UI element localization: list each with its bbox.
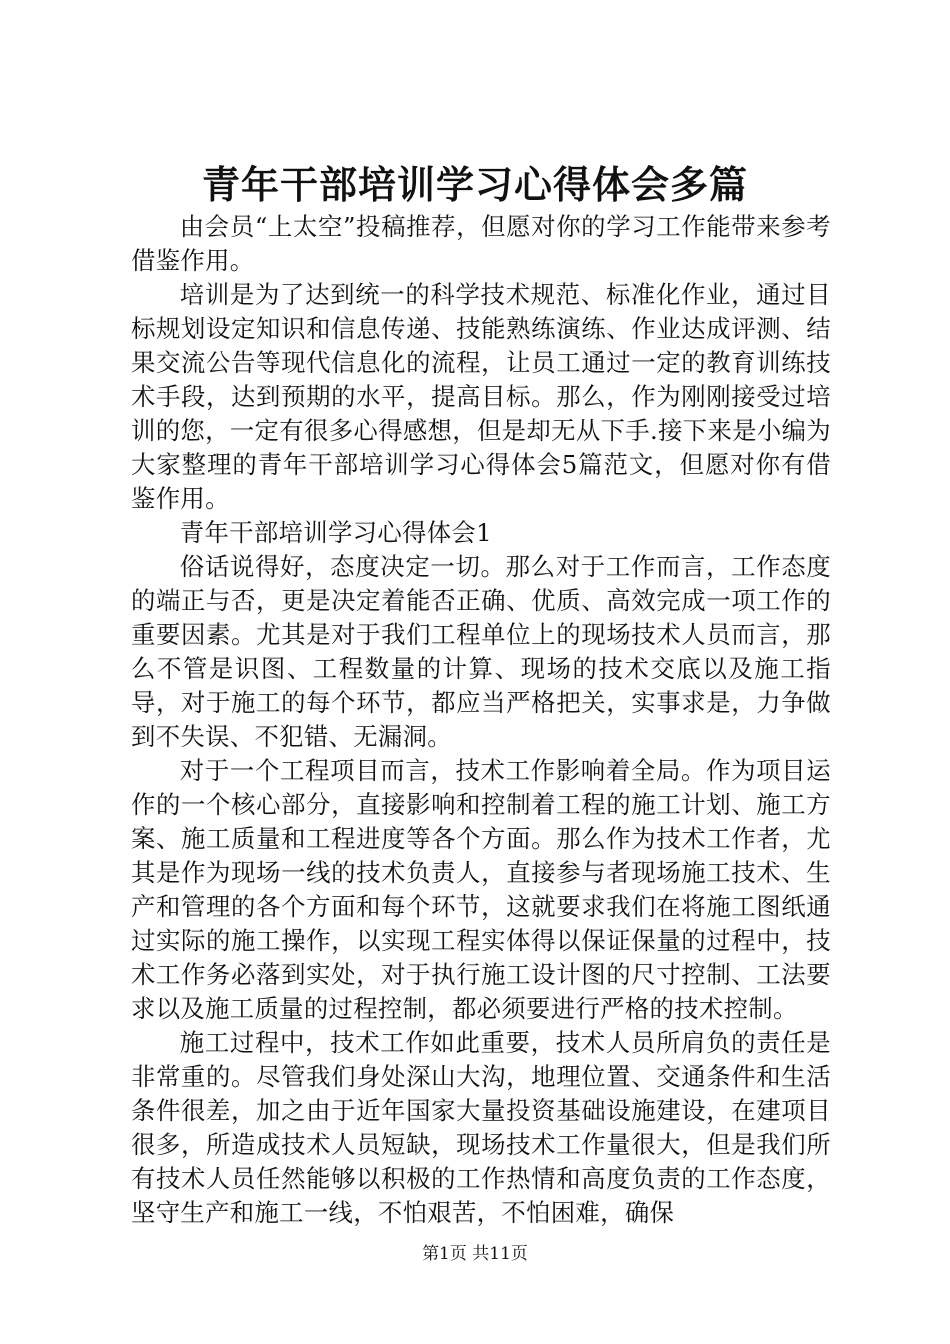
paragraph-responsibility: 施工过程中，技术工作如此重要，技术人员所肩负的责任是非常重的。尽管我们身处深山大沟，地理位置、交通条件和生活条件很差，加之由于近年国家大量投资基础设施建设，在建项目很多，所造成技术人员短缺，现场技术工作量很大，但是我们所有技术人员任然能够以积极的工作热情和高度负责的工作态度，坚守生产和施工一线，不怕艰苦，不怕困难，确保: [131, 1028, 831, 1227]
document-title: 青年干部培训学习心得体会多篇: [201, 162, 748, 207]
page-footer: 第1页 共11页: [422, 1244, 528, 1264]
paragraph-training-overview: 培训是为了达到统一的科学技术规范、标准化作业，通过目标规划设定知识和信息传递、技能熟练演练、作业达成评测、结果交流公告等现代信息化的流程，让员工通过一定的教育训练技术手段，达到预期的水平，提高目标。那么，作为刚刚接受过培训的您，一定有很多心得感想，但是却无从下手.接下来是小编为大家整理的青年干部培训学习心得体会5篇范文，但愿对你有借鉴作用。: [131, 280, 831, 513]
document-body: [131, 210, 831, 1230]
section-heading: 青年干部培训学习心得体会1: [179, 518, 492, 547]
paragraph-technical-work: 对于一个工程项目而言，技术工作影响着全局。作为项目运作的一个核心部分，直接影响和控制着工程的施工计划、施工方案、施工质量和工程进度等各个方面。那么作为技术工作者，尤其是作为现场一线的技术负责人，直接参与者现场施工技术、生产和管理的各个方面和每个环节，这就要求我们在将施工图纸通过实际的施工操作，以实现工程实体得以保证保量的过程中，技术工作务必落到实处，对于执行施工设计图的尺寸控制、工法要求以及施工质量的过程控制，都必须要进行严格的技术控制。: [131, 756, 831, 1023]
paragraph-attitude: 俗话说得好，态度决定一切。那么对于工作而言，工作态度的端正与否，更是决定着能否正确、优质、高效完成一项工作的重要因素。尤其是对于我们工程单位上的现场技术人员而言，那么不管是识图、工程数量的计算、现场的技术交底以及施工指导，对于施工的每个环节，都应当严格把关，实事求是，力争做到不失误、不犯错、无漏洞。: [131, 552, 831, 751]
paragraph-intro: 由会员“上太空”投稿推荐，但愿对你的学习工作能带来参考借鉴作用。: [131, 212, 831, 275]
